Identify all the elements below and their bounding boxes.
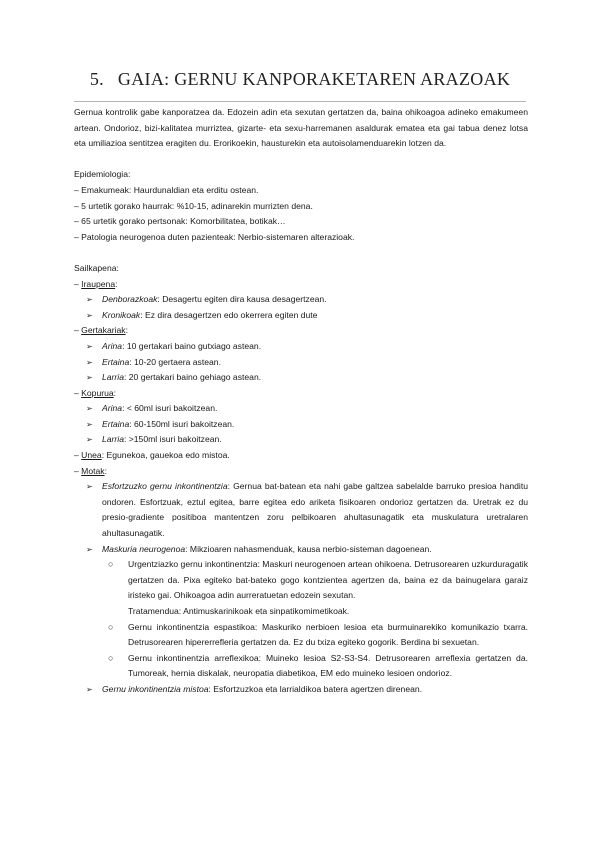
list-item: ➢ Arina: 10 gertakari baino gutxiago astean. xyxy=(74,339,528,355)
epidemiology-item: – Patologia neurogenoa duten pazienteak: Nerbio-sistemaren alterazioak. xyxy=(74,231,355,242)
arrow-bullet-icon: ➢ xyxy=(86,544,93,554)
epidemiology-item: – 5 urtetik gorako haurrak: %10-15, adinarekin murrizten dena. xyxy=(74,200,313,211)
list-item: ➢ Kronikoak: Ez dira desagertzen edo okerrera egiten dute xyxy=(74,308,528,324)
epidemiology-section xyxy=(74,167,528,245)
title-divider xyxy=(74,101,526,102)
arrow-bullet-icon: ➢ xyxy=(86,435,93,445)
arrow-bullet-icon: ➢ xyxy=(86,310,93,320)
classification-section xyxy=(74,261,528,698)
arrow-bullet-icon: ➢ xyxy=(86,482,93,492)
arrow-bullet-icon: ➢ xyxy=(86,419,93,429)
intro-paragraph: Gernua kontrolik gabe kanporatzea da. Edozein adin eta sexutan gertatzen da, baina ohikoagoa adineko emakumeen artean. Ondorioz, bizi-kalitatea murriztea, gizarte- eta sexu-harremanen asaldurak ematea eta gai tabua denez lotsa eta umiliazioa sentitzea eragiten du. Erorikoekin, hausturekin eta autoisolamenduarekin lotzen da. xyxy=(74,107,528,149)
sub-list-item: ○ Urgentziazko gernu inkontinentzia: Maskuri neurogenoen artean ohikoena. Detrusorearen uzkurduragatik gertatzen da. Pixa egiteko bat-bateko gogo kontzientea agertzen da, baina ez da bainugelara garaiz iristeko gai. Ohikoagoa adin aurreratuetan edozein sexutan. Tratamendua: Antimuskarinikoak eta sinpatikomimetikoak. xyxy=(74,557,528,619)
chapter-title: GAIA: GERNU KANPORAKETAREN ARAZOAK xyxy=(117,69,511,89)
epidemiology-heading: Epidemiologia: xyxy=(74,169,131,180)
arrow-bullet-icon: ➢ xyxy=(86,404,93,414)
epidemiology-item: – 65 urtetik gorako pertsonak: Komorbilitatea, botikak… xyxy=(74,216,286,227)
chapter-number: 5. xyxy=(89,69,104,89)
document-body xyxy=(74,105,528,698)
motak-heading: – Motak: xyxy=(74,465,107,476)
kopurua-heading: – Kopurua: xyxy=(74,387,117,398)
sub-list-item: ○ Gernu inkontinentzia arreflexikoa: Muineko lesioa S2-S3-S4. Detrusorearen arreflexia gertatzen da. Tumoreak, hernia diskalak, neuropatia diabetikoa, EM edo muineko lesioen ondorioz. xyxy=(108,652,528,679)
circle-bullet-icon: ○ xyxy=(108,652,114,663)
page-title xyxy=(74,69,526,90)
iraupena-heading: – Iraupena: xyxy=(74,278,118,289)
list-item: ➢ Gernu inkontinentzia mistoa: Esfortzuzkoa eta larrialdikoa batera agertzen direnean. xyxy=(74,682,528,698)
treatment-note: Tratamendua: Antimuskarinikoak eta sinpatikomimetikoak. xyxy=(128,606,350,616)
arrow-bullet-icon: ➢ xyxy=(86,341,93,351)
epidemiology-item: – Emakumeak: Haurdunaldian eta erditu ostean. xyxy=(74,184,259,195)
unea-heading: – Unea: Egunekoa, gauekoa edo mistoa. xyxy=(74,450,230,461)
list-item: ➢ Ertaina: 60-150ml isuri bakoitzean. xyxy=(74,417,528,433)
circle-bullet-icon: ○ xyxy=(108,621,114,632)
arrow-bullet-icon: ➢ xyxy=(86,373,93,383)
arrow-bullet-icon: ➢ xyxy=(86,357,93,367)
list-item: ➢ Larria: 20 gertakari baino gehiago astean. xyxy=(74,370,528,386)
list-item: ➢ Ertaina: 10-20 gertaera astean. xyxy=(74,355,528,371)
arrow-bullet-icon: ➢ xyxy=(86,684,93,694)
circle-bullet-icon: ○ xyxy=(108,559,114,570)
list-item: ➢ Esfortzuzko gernu inkontinentzia: Gernua bat-batean eta nahi gabe galtzea sabelalde barruko presioa handitu ondoren. Esfortzuak, eztul egitea, barre egitea edo ariketa fisikoaren ondorioz gertatzen da. Uretrak ez du presio-gradiente positiboa mantentzen zoru pelbikoaren ahultasunagatik eta muskulatura uretralaren ahultasunagatik. xyxy=(86,481,528,539)
gertakariak-heading: – Gertakariak: xyxy=(74,325,128,336)
sub-list-item: ○ Gernu inkontinentzia espastikoa: Maskuriko nerbioen lesioa eta burmuinarekiko komunikazio txarra. Detrusorearen hipererrefleria gertatzen da. Ez du txiza egiteko gogorik. Berdina bi sexuetan. xyxy=(108,621,528,648)
arrow-bullet-icon: ➢ xyxy=(86,295,93,305)
list-item: ➢ Larria: >150ml isuri bakoitzean. xyxy=(74,432,528,448)
list-item: ➢ Denborazkoak: Desagertu egiten dira kausa desagertzean. xyxy=(74,292,528,308)
list-item: ➢ Maskuria neurogenoa: Mikzioaren nahasmenduak, kausa nerbio-sisteman dagoenean. xyxy=(74,542,528,558)
list-item: ➢ Arina: < 60ml isuri bakoitzean. xyxy=(74,401,528,417)
classification-heading: Sailkapena: xyxy=(74,262,119,273)
